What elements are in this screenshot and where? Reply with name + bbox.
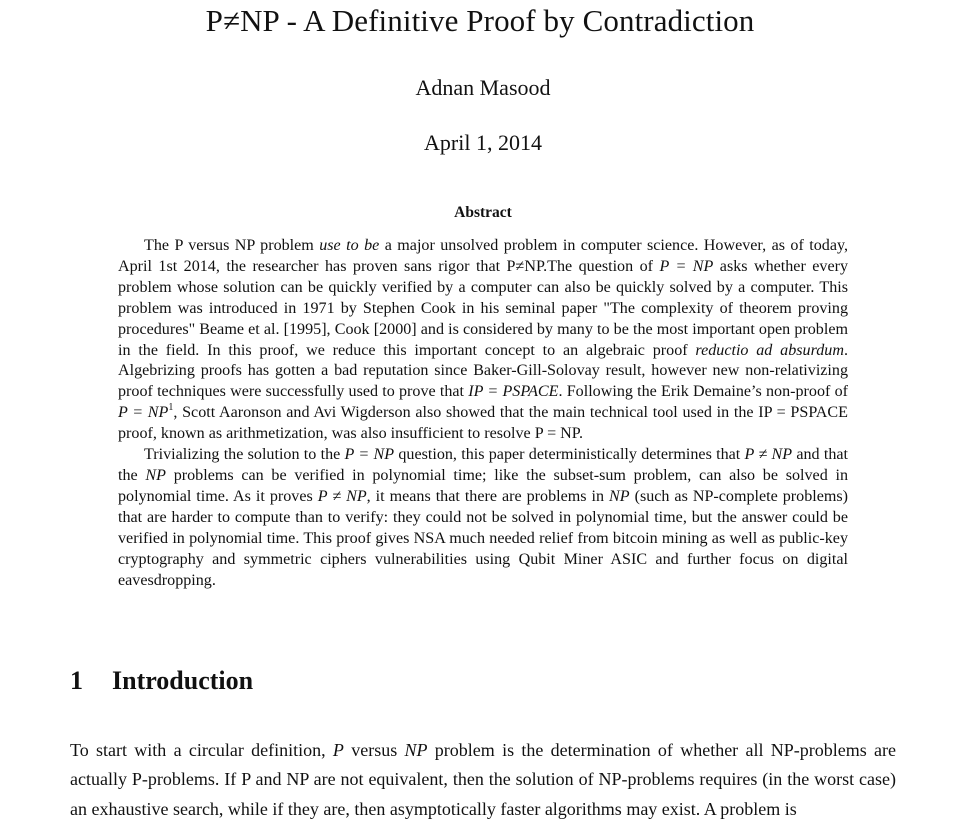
- abstract-paragraph-1: [118, 236, 848, 445]
- math-expression: NP: [145, 466, 166, 484]
- section-heading-introduction: [70, 665, 253, 697]
- abstract-text: a major unsolved problem in computer science. However, as of today, April 1st 2014, the researcher has proven sans rigor that P≠NP.The question of: [118, 237, 848, 275]
- abstract-paragraph-2: [118, 445, 848, 591]
- abstract-text: asks whether every problem whose solution can be quickly verified by a computer can also be quickly solved by a computer. This problem was introduced in 1971 by Stephen Cook in his seminal paper "The complexity of theorem proving procedures" Beame et al. [1995], Cook [2000] and is considered by many to be the most important open problem in the field. In this proof, we reduce this important concept to an algebraic proof: [118, 257, 848, 359]
- introduction-body: [70, 736, 896, 824]
- paper-title: P≠NP - A Definitive Proof by Contradiction: [205, 3, 755, 38]
- abstract-heading: Abstract: [454, 204, 512, 221]
- math-expression: P ≠ NP: [317, 487, 367, 505]
- abstract-text: , it means that there are problems in: [366, 487, 610, 505]
- body-text: problem is the determination of whether all NP-problems are actually P-problems. If P and NP are not equivalent, then the solution of NP-problems requires (in the worst case) an exhaustive search, while if they are, then asymptotically faster algorithms may exist. A problem is: [70, 740, 897, 819]
- abstract-text: . Following the Erik Demaine’s non-proof of: [558, 383, 849, 401]
- math-expression: IP = PSPACE: [468, 383, 559, 401]
- abstract-text: The P versus NP problem: [144, 237, 320, 254]
- abstract-emphasis: use to be: [319, 237, 380, 254]
- abstract-text: Trivializing the solution to the: [144, 446, 345, 464]
- abstract-text: problems can be verified in polynomial time; like the subset-sum problem, can also be solved in polynomial time. As it proves: [118, 466, 848, 505]
- math-expression: P: [332, 740, 344, 760]
- abstract-text: (such as NP-complete problems) that are harder to compute than to verify: they could not be solved in polynomial time, but the answer could be verified in polynomial time. This proof gives NSA much needed relief from bitcoin mining as well as public-key cryptography and symmetric ciphers vulnerabilities using Qubit Miner ASIC and further focus on digital eavesdropping.: [118, 487, 848, 589]
- section-title: Introduction: [112, 666, 254, 695]
- math-expression: P = NP: [344, 446, 395, 464]
- paper-date: April 1, 2014: [424, 130, 542, 155]
- abstract-text: , Scott Aaronson and Avi Wigderson also showed that the main technical tool used in the IP = PSPACE proof, known as arithmetization, was also insufficient to resolve P = NP.: [118, 404, 848, 443]
- math-expression: P = NP: [659, 257, 714, 275]
- introduction-paragraph-1: [70, 736, 896, 824]
- abstract-text: question, this paper deterministically determines that: [394, 446, 745, 464]
- math-expression: NP: [609, 487, 630, 505]
- abstract-emphasis: reductio ad absurdum: [695, 341, 844, 359]
- math-expression: NP: [404, 740, 428, 760]
- paper-author: Adnan Masood: [415, 75, 551, 100]
- math-expression: P ≠ NP: [744, 446, 793, 464]
- footnote-marker[interactable]: 1: [168, 402, 174, 414]
- body-text: versus: [343, 740, 405, 760]
- section-number: 1: [70, 666, 83, 695]
- body-text: To start with a circular definition,: [70, 740, 333, 760]
- math-expression: P = NP: [118, 404, 169, 422]
- abstract-body: [118, 236, 848, 591]
- abstract-text: . Algebrizing proofs has gotten a bad reputation since Baker-Gill-Solovay result, however new non-relativizing proof techniques were successfully used to prove that: [118, 341, 848, 401]
- abstract-text: and that the: [118, 446, 849, 484]
